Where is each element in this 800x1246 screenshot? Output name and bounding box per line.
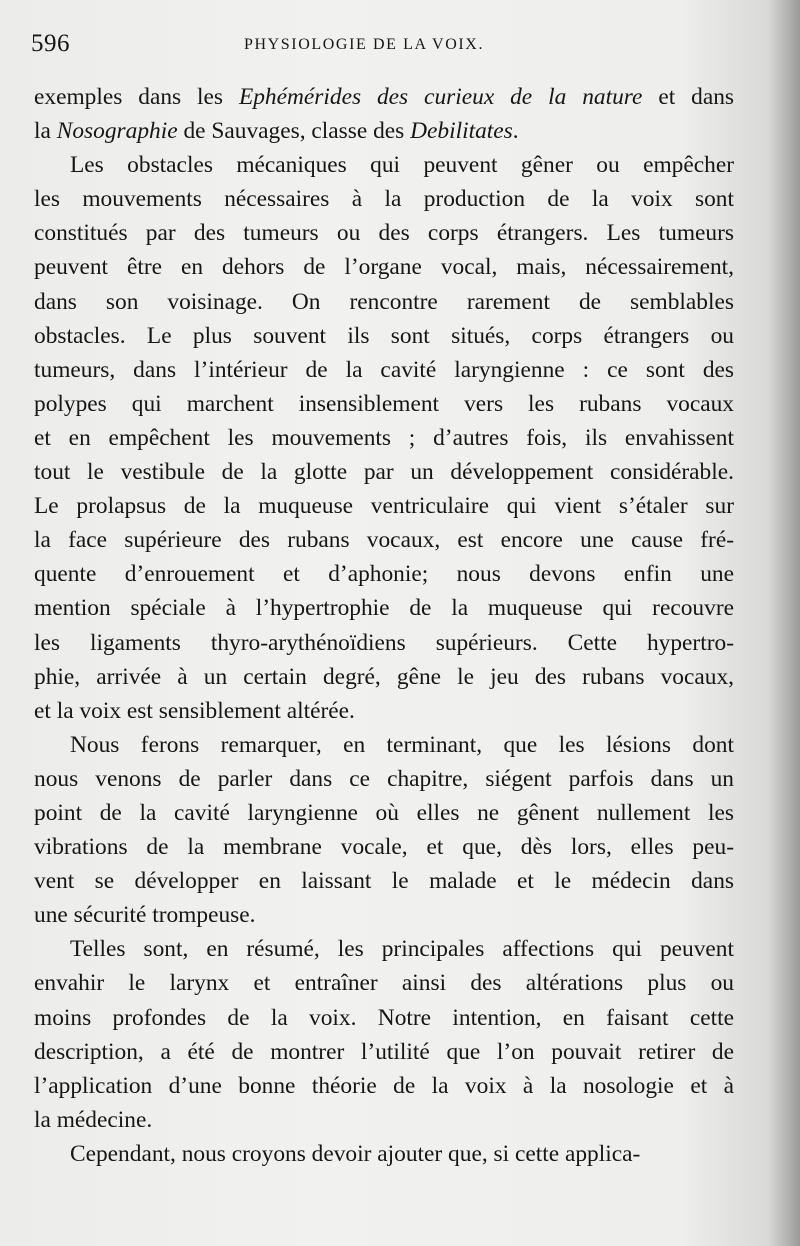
text-line: les ligaments thyro-arythénoïdiens supérieurs. Cette hypertro- (34, 629, 734, 656)
text-line: tout le vestibule de la glotte par un développement considérable. (34, 459, 734, 486)
text-line: la médecine. (34, 1106, 153, 1133)
text-line: description, a été de montrer l’utilité que l’on pouvait retirer de (34, 1038, 734, 1065)
text-line: point de la cavité laryngienne où elles ne gênent nullement les (34, 799, 734, 826)
text-line: tumeurs, dans l’intérieur de la cavité laryngienne : ce sont des (34, 356, 734, 383)
text-line: Nous ferons remarquer, en terminant, que les lésions dont (70, 731, 734, 758)
page-header (31, 30, 731, 66)
text-line: obstacles. Le plus souvent ils sont situés, corps étrangers ou (34, 322, 734, 349)
text-line: Le prolapsus de la muqueuse ventriculaire qui vient s’étaler sur (34, 493, 734, 520)
text-line: dans son voisinage. On rencontre rarement de semblables (34, 288, 734, 315)
paragraph (34, 728, 734, 933)
running-head: PHYSIOLOGIE DE LA VOIX. (244, 36, 485, 53)
text-line: envahir le larynx et entraîner ainsi des altérations plus ou (34, 970, 734, 997)
paragraph (34, 1137, 734, 1171)
text-line: quente d’enrouement et d’aphonie; nous devons enfin une (34, 561, 734, 588)
text-line: vent se développer en laissant le malade et le médecin dans (34, 868, 734, 895)
text-line: nous venons de parler dans ce chapitre, siégent parfois dans un (34, 765, 734, 792)
text-line: Les obstacles mécaniques qui peuvent gêner ou empêcher (70, 152, 734, 179)
page-number: 596 (31, 30, 70, 57)
text-line: la face supérieure des rubans vocaux, est encore une cause fré- (34, 527, 734, 554)
text-line: et en empêchent les mouvements ; d’autres fois, ils envahissent (34, 424, 734, 451)
paragraph (34, 80, 734, 148)
text-line: Cependant, nous croyons devoir ajouter que, si cette applica- (70, 1140, 641, 1167)
text-line: vibrations de la membrane vocale, et que, dès lors, elles peu- (34, 834, 734, 861)
text-line: la Nosographie de Sauvages, classe des Debilitates. (34, 118, 519, 145)
text-line: l’application d’une bonne théorie de la voix à la nosologie et à (34, 1072, 734, 1099)
text-line: polypes qui marchent insensiblement vers les rubans vocaux (34, 390, 734, 417)
text-line: moins profondes de la voix. Notre intention, en faisant cette (34, 1004, 734, 1031)
text-line: exemples dans les Ephémérides des curieux de la nature et dans (34, 84, 734, 110)
text-line: une sécurité trompeuse. (34, 902, 256, 929)
text-line: constitués par des tumeurs ou des corps étrangers. Les tumeurs (34, 220, 734, 247)
text-line: Telles sont, en résumé, les principales affections qui peuvent (70, 936, 734, 963)
text-line: les mouvements nécessaires à la production de la voix sont (34, 186, 734, 213)
text-line: mention spéciale à l’hypertrophie de la muqueuse qui recouvre (34, 595, 734, 622)
text-line: et la voix est sensiblement altérée. (34, 697, 355, 724)
paragraph (34, 148, 734, 728)
paragraph (34, 932, 734, 1137)
text-line: peuvent être en dehors de l’organe vocal, mais, nécessairement, (34, 254, 734, 281)
text-line: phie, arrivée à un certain degré, gêne le jeu des rubans vocaux, (34, 663, 734, 690)
page-body (34, 80, 734, 1171)
